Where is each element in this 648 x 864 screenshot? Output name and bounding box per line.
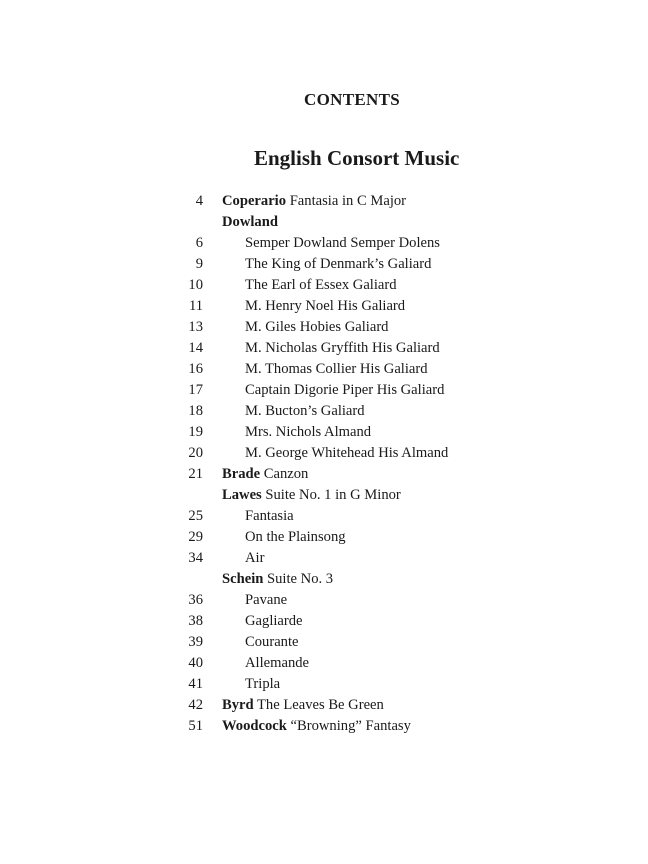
page-number: 40	[188, 655, 203, 671]
toc-entry	[0, 569, 648, 590]
toc-entry	[0, 401, 648, 422]
piece-title: M. Thomas Collier His Galiard	[245, 361, 428, 377]
page-number: 11	[188, 298, 203, 314]
page-number: 18	[188, 403, 203, 419]
page-number: 6	[195, 235, 203, 251]
toc-entry	[0, 233, 648, 254]
toc-entry	[0, 716, 648, 737]
page-number: 14	[188, 340, 203, 356]
piece-title: The King of Denmark’s Galiard	[245, 256, 432, 272]
composer-name: Dowland	[222, 214, 278, 230]
composer-name: Coperario	[222, 193, 287, 209]
page-number: 36	[188, 592, 203, 608]
toc-entry	[0, 317, 648, 338]
toc-entry	[0, 191, 648, 212]
page-number: 20	[188, 445, 203, 461]
toc-entry	[0, 674, 648, 695]
page-number: 10	[188, 277, 203, 293]
page-number: 16	[188, 361, 203, 377]
toc-entry	[0, 653, 648, 674]
piece-title: Tripla	[245, 676, 281, 692]
piece-title: Allemande	[245, 655, 310, 671]
piece-title: M. Giles Hobies Galiard	[245, 319, 389, 335]
toc-entry	[0, 464, 648, 485]
toc-entry	[0, 695, 648, 716]
page-number: 41	[188, 676, 203, 692]
page-number: 51	[188, 718, 203, 734]
toc-entry	[0, 380, 648, 401]
toc-entry	[0, 443, 648, 464]
toc-entry	[0, 611, 648, 632]
page-number: 19	[188, 424, 203, 440]
piece-title: Mrs. Nichols Almand	[245, 424, 372, 440]
page-number: 21	[188, 466, 203, 482]
page-number: 4	[195, 193, 203, 209]
composer-name: Woodcock	[222, 718, 287, 734]
page-number: 17	[188, 382, 203, 398]
piece-title: Canzon	[260, 466, 309, 482]
toc-entry	[0, 212, 648, 233]
piece-title: M. Bucton’s Galiard	[245, 403, 365, 419]
toc-entry	[0, 506, 648, 527]
piece-title: Captain Digorie Piper His Galiard	[245, 382, 445, 398]
page-number: 13	[188, 319, 203, 335]
piece-title: Fantasia in C Major	[286, 193, 407, 209]
contents-list	[0, 191, 648, 737]
piece-title: Air	[245, 550, 265, 566]
piece-title: On the Plainsong	[245, 529, 346, 545]
piece-title: Semper Dowland Semper Dolens	[245, 235, 440, 251]
page-number: 38	[188, 613, 203, 629]
page-number: 42	[188, 697, 203, 713]
piece-title: Courante	[245, 634, 299, 650]
composer-name: Brade	[222, 466, 261, 482]
toc-entry	[0, 275, 648, 296]
page-number: 34	[188, 550, 203, 566]
page-number: 39	[188, 634, 203, 650]
page-number: 29	[188, 529, 203, 545]
piece-title: Gagliarde	[245, 613, 303, 629]
toc-entry	[0, 485, 648, 506]
composer-name: Schein	[222, 571, 264, 587]
piece-title: Suite No. 3	[263, 571, 334, 587]
toc-entry	[0, 422, 648, 443]
piece-title: M. Henry Noel His Galiard	[245, 298, 406, 314]
piece-title: M. George Whitehead His Almand	[245, 445, 449, 461]
toc-entry	[0, 359, 648, 380]
piece-title: Suite No. 1 in G Minor	[261, 487, 401, 503]
piece-title: “Browning” Fantasy	[286, 718, 411, 734]
page-number: 9	[195, 256, 203, 272]
piece-title: Fantasia	[245, 508, 294, 524]
toc-entry	[0, 254, 648, 275]
piece-title: The Leaves Be Green	[253, 697, 384, 713]
toc-entry	[0, 338, 648, 359]
piece-title: Pavane	[245, 592, 288, 608]
section-title: English Consort Music	[254, 146, 460, 170]
piece-title: M. Nicholas Gryffith His Galiard	[245, 340, 440, 356]
toc-entry	[0, 590, 648, 611]
page-title: CONTENTS	[304, 90, 400, 109]
toc-entry	[0, 548, 648, 569]
composer-name: Lawes	[222, 487, 262, 503]
page-number: 25	[188, 508, 203, 524]
toc-entry	[0, 527, 648, 548]
toc-entry	[0, 296, 648, 317]
piece-title: The Earl of Essex Galiard	[245, 277, 397, 293]
toc-entry	[0, 632, 648, 653]
composer-name: Byrd	[222, 697, 254, 713]
